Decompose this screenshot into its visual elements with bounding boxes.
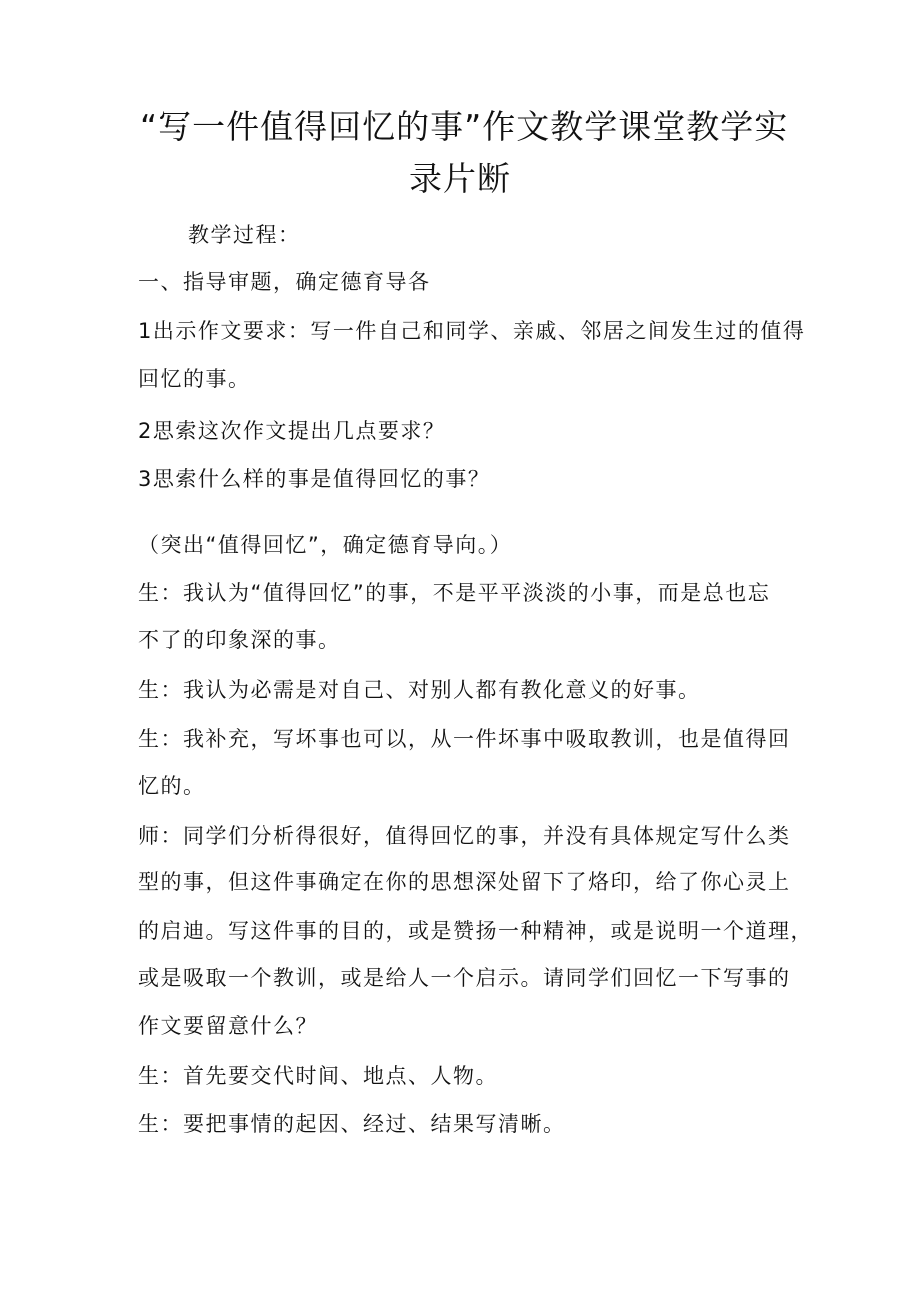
paragraph-line: 的启迪。写这件事的目的，或是赞扬一种精神，或是说明一个道理，	[138, 919, 813, 943]
paragraph-line: 型的事，但这件事确定在你的思想深处留下了烙印，给了你心灵上	[138, 870, 791, 894]
paragraph-line: 生：我补充，写坏事也可以，从一件坏事中吸取教训，也是值得回	[138, 727, 791, 751]
paragraph-line: 不了的印象深的事。	[138, 628, 341, 652]
paragraph-line: 忆的。	[138, 774, 206, 798]
paragraph-line: （突出“值得回忆”，确定德育导向。）	[138, 533, 513, 557]
paragraph-line: 师：同学们分析得很好，值得回忆的事，并没有具体规定写什么类	[138, 824, 791, 848]
paragraph-line: 3思索什么样的事是值得回忆的事？	[138, 467, 491, 491]
document-title-line-1: “写一件值得回忆的事”作文教学课堂教学实	[140, 107, 789, 146]
paragraph-line: 2思索这次作文提出几点要求？	[138, 419, 446, 443]
paragraph-line: 1出示作文要求：写一件自己和同学、亲戚、邻居之间发生过的值得	[138, 319, 806, 343]
paragraph-line: 或是吸取一个教训，或是给人一个启示。请同学们回忆一下写事的	[138, 966, 791, 990]
section-intro: 教学过程：	[188, 223, 301, 247]
paragraph-line: 生：要把事情的起因、经过、结果写清晰。	[138, 1112, 566, 1136]
paragraph-line: 生：我认为“值得回忆”的事，不是平平淡淡的小事，而是总也忘	[138, 581, 771, 605]
paragraph-line: 生：我认为必需是对自己、对别人都有教化意义的好事。	[138, 678, 701, 702]
paragraph-line: 生：首先要交代时间、地点、人物。	[138, 1064, 498, 1088]
section-heading: 一、指导审题，确定德育导各	[138, 270, 431, 294]
paragraph-line: 作文要留意什么？	[138, 1014, 318, 1038]
paragraph-line: 回忆的事。	[138, 367, 251, 391]
document-title-line-2: 录片断	[409, 159, 511, 198]
